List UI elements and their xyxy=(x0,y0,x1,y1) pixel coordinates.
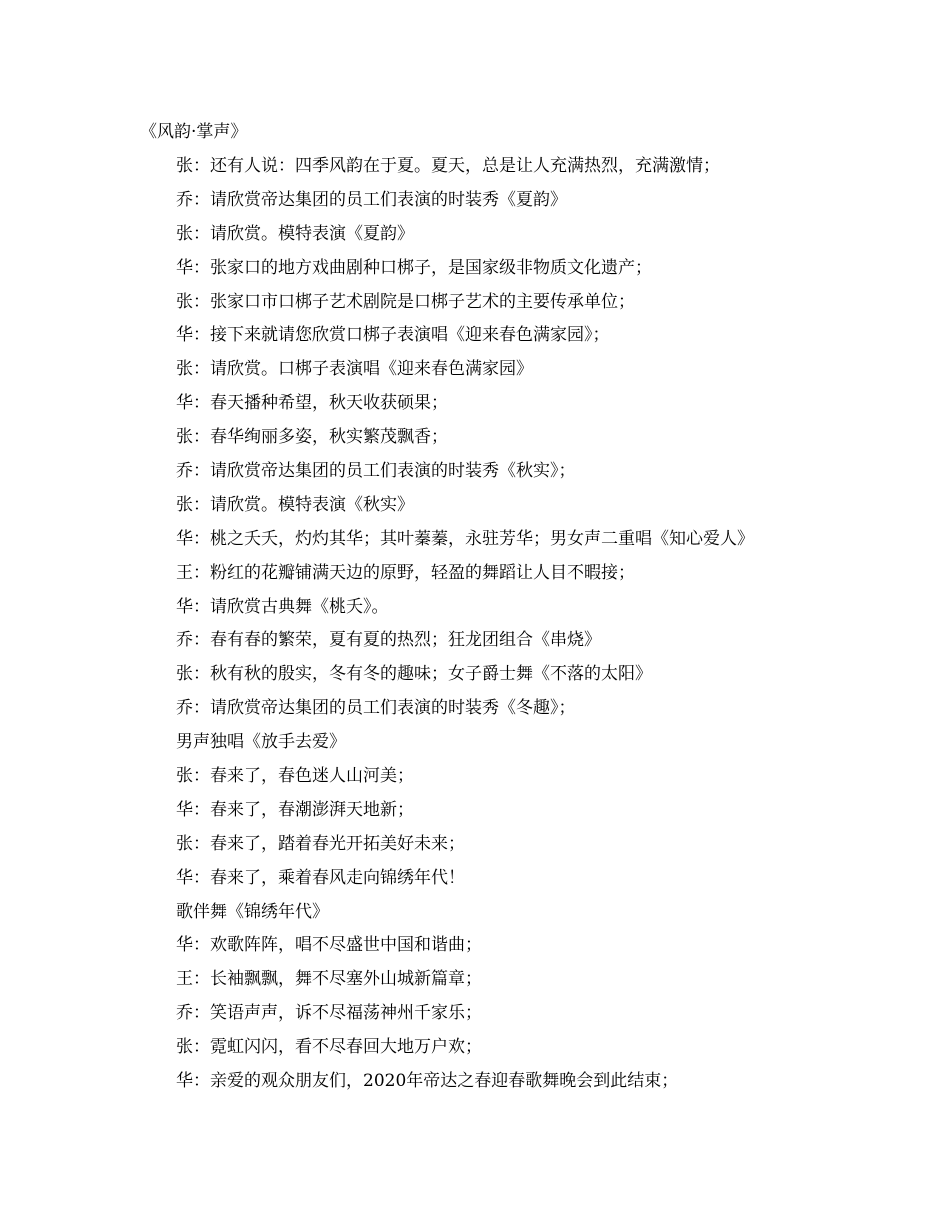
script-line: 华：桃之夭夭，灼灼其华；其叶蓁蓁，永驻芳华；男女声二重唱《知心爱人》 xyxy=(176,528,754,549)
script-line: 歌伴舞《锦绣年代》 xyxy=(176,901,329,922)
script-line: 乔：春有春的繁荣，夏有夏的热烈；狂龙团组合《串烧》 xyxy=(176,630,601,651)
script-line: 乔：请欣赏帝达集团的员工们表演的时装秀《夏韵》 xyxy=(176,189,567,210)
script-line: 华：请欣赏古典舞《桃夭》。 xyxy=(176,596,389,617)
script-line: 张：请欣赏。口梆子表演唱《迎来春色满家园》 xyxy=(176,359,533,380)
script-line: 张：请欣赏。模特表演《夏韵》 xyxy=(176,223,414,244)
script-line: 华：张家口的地方戏曲剧种口梆子，是国家级非物质文化遗产； xyxy=(176,257,652,278)
script-line: 乔：笑语声声，诉不尽福荡神州千家乐； xyxy=(176,1003,482,1024)
script-line: 华：春天播种希望，秋天收获硕果； xyxy=(176,393,448,414)
script-line: 张：霓虹闪闪，看不尽春回大地万户欢； xyxy=(176,1037,482,1058)
script-lines xyxy=(176,153,916,1102)
script-line: 华：亲爱的观众朋友们，2020年帝达之春迎春歌舞晚会到此结束； xyxy=(176,1071,679,1092)
script-line: 张：张家口市口梆子艺术剧院是口梆子艺术的主要传承单位； xyxy=(176,291,635,312)
script-line: 男声独唱《放手去爱》 xyxy=(176,732,346,753)
script-line: 张：还有人说：四季风韵在于夏。夏天，总是让人充满热烈，充满激情； xyxy=(176,156,720,176)
script-line: 王：粉红的花瓣铺满天边的原野，轻盈的舞蹈让人目不暇接； xyxy=(176,562,635,583)
script-line: 华：春来了，春潮澎湃天地新； xyxy=(176,799,414,820)
section-heading: 《风韵·掌声》 xyxy=(140,122,248,142)
script-line: 乔：请欣赏帝达集团的员工们表演的时装秀《秋实》； xyxy=(176,461,576,482)
script-line: 张：春来了，踏着春光开拓美好未来； xyxy=(176,833,465,854)
script-line: 华：接下来就请您欣赏口梆子表演唱《迎来春色满家园》； xyxy=(176,325,610,346)
script-line: 张：秋有秋的殷实，冬有冬的趣味；女子爵士舞《不落的太阳》 xyxy=(176,664,652,685)
script-line: 华：春来了，乘着春风走向锦绣年代！ xyxy=(176,867,465,888)
script-line: 乔：请欣赏帝达集团的员工们表演的时装秀《冬趣》； xyxy=(176,698,576,719)
script-line: 华：欢歌阵阵，唱不尽盛世中国和谐曲； xyxy=(176,935,482,956)
script-line: 张：春来了，春色迷人山河美； xyxy=(176,766,414,787)
script-line: 张：请欣赏。模特表演《秋实》 xyxy=(176,494,414,515)
script-line: 王：长袖飘飘，舞不尽塞外山城新篇章； xyxy=(176,969,482,990)
script-line: 张：春华绚丽多姿，秋实繁茂飘香； xyxy=(176,427,448,448)
